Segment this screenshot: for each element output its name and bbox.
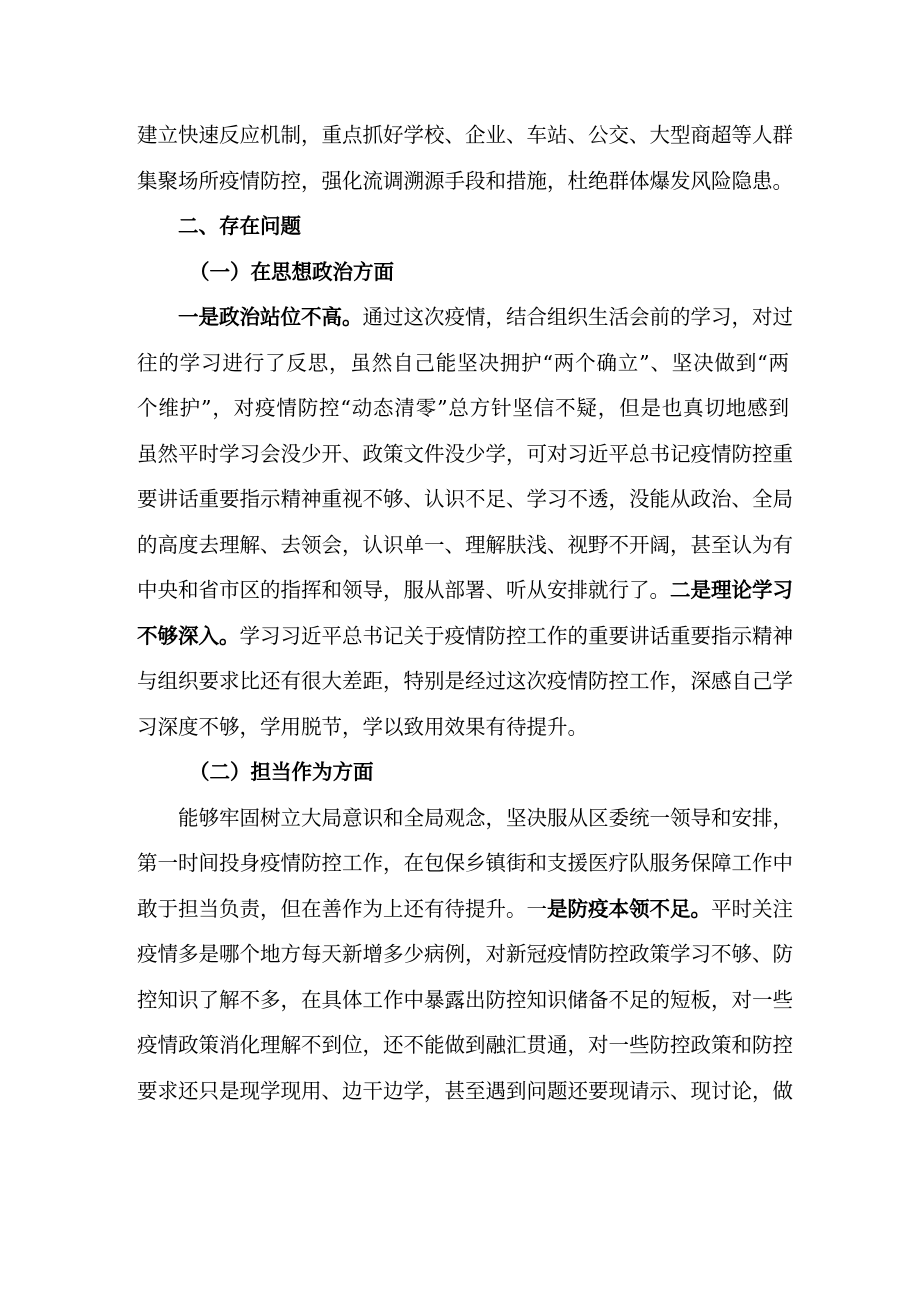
text: 与组织要求比还有很大差距，特别是经过这次疫情防控工作，深感自己学 (137, 669, 793, 693)
text: 建立快速反应机制，重点抓好学校、企业、车站、公交、大型商超等人群 (137, 123, 793, 147)
paragraph-line (137, 932, 793, 978)
text: 敢于担当负责，但在善作为上还有待提升。 (137, 896, 527, 921)
subsection-title: （一）在思想政治方面 (189, 259, 394, 284)
text: 的高度去理解、去领会，认识单一、理解肤浅、视野不开阔，甚至认为有 (137, 532, 793, 557)
paragraph-line (137, 432, 793, 478)
text: 个维护”，对疫情防控“动态清零”总方针坚信不疑，但是也真切地感到 (137, 396, 789, 420)
paragraph-line (137, 887, 793, 933)
paragraph-line (137, 659, 793, 705)
bold-lead: 是防疫本领不足。 (547, 896, 711, 921)
subsection-heading (137, 750, 789, 796)
text: 疫情政策消化理解不到位，还不能做到融汇贯通，对一些防控政策和防控 (137, 1033, 793, 1057)
text: 第一时间投身疫情防控工作，在包保乡镇街和支援医疗队服务保障工作中 (137, 851, 793, 875)
section-title: 二、存在问题 (178, 214, 301, 238)
paragraph-line (137, 295, 793, 341)
bold-lead: 不够深入。 (137, 623, 240, 648)
paragraph-line (137, 796, 793, 842)
text: 往的学习进行了反思，虽然自己能坚决拥护“两个确立”、坚决做到“两 (137, 350, 789, 375)
text: 控知识了解不多，在具体工作中暴露出防控知识储备不足的短板，对一些 (137, 987, 793, 1012)
paragraph-line (137, 1069, 793, 1115)
paragraph-line (137, 523, 793, 569)
paragraph-line (137, 568, 793, 614)
text: 虽然平时学习会没少开、政策文件没少学，可对习近平总书记疫情防控重 (137, 441, 793, 466)
text: 要讲话重要指示精神重视不够、认识不足、学习不透，没能从政治、全局 (137, 487, 793, 511)
paragraph-line (137, 159, 793, 205)
section-heading (137, 204, 789, 250)
paragraph-line (137, 841, 793, 887)
paragraph-line (137, 113, 793, 159)
text: 要求还只是现学现用、边干边学，甚至遇到问题还要现请示、现讨论，做 (137, 1078, 793, 1103)
text: 一 (526, 896, 547, 921)
text: 中央和省市区的指挥和领导，服从部署、听从安排就行了。 (137, 578, 670, 602)
text: 平时关注 (711, 896, 793, 921)
paragraph-line (137, 341, 789, 387)
paragraph-line (137, 705, 789, 751)
text: 习深度不够，学用脱节，学以致用效果有待提升。 (137, 714, 588, 739)
paragraph-line (137, 386, 789, 432)
subsection-heading (137, 250, 789, 296)
text: 疫情多是哪个地方每天新增多少病例，对新冠疫情防控政策学习不够、防 (137, 942, 793, 966)
text: 能够牢固树立大局意识和全局观念，坚决服从区委统一领导和安排， (178, 805, 793, 830)
bold-lead: 二是理论学习 (670, 578, 793, 602)
document-body (137, 113, 793, 1114)
bold-lead: 一是政治站位不高。 (178, 305, 363, 329)
paragraph-line (137, 1023, 793, 1069)
subsection-title: （二）担当作为方面 (189, 760, 374, 784)
text: 通过这次疫情，结合组织生活会前的学习，对过 (362, 305, 793, 329)
paragraph-line (137, 978, 793, 1024)
paragraph-line (137, 614, 793, 660)
text: 学习习近平总书记关于疫情防控工作的重要讲话重要指示精神 (239, 623, 793, 648)
paragraph-line (137, 477, 793, 523)
text: 集聚场所疫情防控，强化流调溯源手段和措施，杜绝群体爆发风险隐患。 (137, 168, 793, 193)
